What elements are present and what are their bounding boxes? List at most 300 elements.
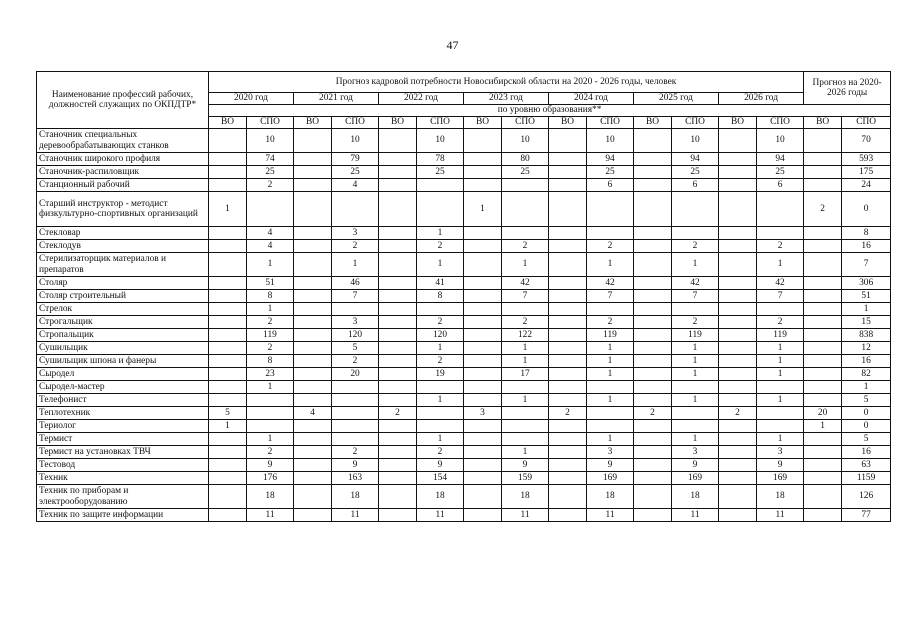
spo-value: 1 bbox=[502, 446, 549, 459]
spo-value: 8 bbox=[247, 290, 294, 303]
vo-value bbox=[719, 179, 757, 192]
spo-value: 7 bbox=[757, 290, 804, 303]
vo-value bbox=[549, 446, 587, 459]
spo-value: 7 bbox=[842, 253, 891, 277]
vo-value bbox=[464, 253, 502, 277]
spo-value: 9 bbox=[587, 459, 634, 472]
spo-value: 5 bbox=[332, 342, 379, 355]
vo-value bbox=[464, 329, 502, 342]
vo-value bbox=[209, 227, 247, 240]
vo-value bbox=[209, 316, 247, 329]
vo-header: ВО bbox=[464, 117, 502, 129]
vo-value bbox=[719, 253, 757, 277]
vo-value bbox=[719, 485, 757, 509]
spo-value bbox=[672, 192, 719, 227]
vo-value bbox=[379, 394, 417, 407]
spo-value: 175 bbox=[842, 166, 891, 179]
spo-value: 593 bbox=[842, 153, 891, 166]
vo-value bbox=[294, 240, 332, 253]
spo-header: СПО bbox=[247, 117, 294, 129]
vo-value bbox=[209, 166, 247, 179]
spo-value: 169 bbox=[587, 472, 634, 485]
vo-value bbox=[634, 179, 672, 192]
spo-value: 838 bbox=[842, 329, 891, 342]
spo-value: 25 bbox=[757, 166, 804, 179]
vo-value bbox=[379, 420, 417, 433]
spo-value: 154 bbox=[417, 472, 464, 485]
spo-value: 25 bbox=[672, 166, 719, 179]
spo-value: 11 bbox=[502, 509, 549, 522]
vo-value bbox=[549, 179, 587, 192]
vo-value bbox=[379, 381, 417, 394]
vo-value bbox=[549, 459, 587, 472]
vo-value bbox=[464, 472, 502, 485]
vo-value bbox=[549, 153, 587, 166]
spo-value: 74 bbox=[247, 153, 294, 166]
spo-value bbox=[672, 227, 719, 240]
spo-value: 169 bbox=[672, 472, 719, 485]
table-row bbox=[37, 329, 891, 342]
vo-value bbox=[464, 368, 502, 381]
spo-value: 2 bbox=[332, 355, 379, 368]
spo-value: 51 bbox=[247, 277, 294, 290]
vo-header: ВО bbox=[209, 117, 247, 129]
spo-value: 3 bbox=[672, 446, 719, 459]
vo-header: ВО bbox=[719, 117, 757, 129]
spo-header: СПО bbox=[417, 117, 464, 129]
vo-value bbox=[294, 179, 332, 192]
vo-header: ВО bbox=[294, 117, 332, 129]
spo-header: СПО bbox=[332, 117, 379, 129]
vo-value bbox=[209, 179, 247, 192]
spo-value: 15 bbox=[842, 316, 891, 329]
spo-value: 8 bbox=[417, 290, 464, 303]
vo-value bbox=[294, 342, 332, 355]
spo-value: 4 bbox=[247, 227, 294, 240]
vo-value bbox=[464, 129, 502, 153]
spo-header: СПО bbox=[672, 117, 719, 129]
spo-value: 306 bbox=[842, 277, 891, 290]
spo-value: 46 bbox=[332, 277, 379, 290]
spo-value: 7 bbox=[332, 290, 379, 303]
year-header: 2026 год bbox=[719, 93, 804, 105]
vo-value bbox=[379, 485, 417, 509]
vo-value bbox=[549, 192, 587, 227]
vo-value bbox=[549, 277, 587, 290]
vo-value bbox=[804, 433, 842, 446]
spo-value: 176 bbox=[247, 472, 294, 485]
vo-value bbox=[549, 253, 587, 277]
spo-value bbox=[502, 179, 549, 192]
vo-value bbox=[379, 179, 417, 192]
vo-value bbox=[719, 166, 757, 179]
spo-value: 7 bbox=[587, 290, 634, 303]
spo-value bbox=[672, 381, 719, 394]
spo-value: 41 bbox=[417, 277, 464, 290]
spo-value bbox=[502, 433, 549, 446]
spo-value: 1 bbox=[757, 433, 804, 446]
vo-value bbox=[719, 446, 757, 459]
table-row bbox=[37, 342, 891, 355]
vo-value bbox=[464, 446, 502, 459]
vo-value bbox=[634, 355, 672, 368]
vo-value bbox=[804, 381, 842, 394]
spo-value: 119 bbox=[757, 329, 804, 342]
spo-value: 2 bbox=[672, 240, 719, 253]
spo-value: 1 bbox=[587, 342, 634, 355]
table-header bbox=[37, 72, 891, 129]
vo-value bbox=[379, 129, 417, 153]
vo-value bbox=[634, 342, 672, 355]
table-row bbox=[37, 240, 891, 253]
spo-value: 9 bbox=[502, 459, 549, 472]
vo-value bbox=[294, 316, 332, 329]
vo-value bbox=[804, 179, 842, 192]
vo-value bbox=[209, 240, 247, 253]
spo-value bbox=[417, 192, 464, 227]
spo-value: 79 bbox=[332, 153, 379, 166]
spo-value: 9 bbox=[757, 459, 804, 472]
spo-value: 24 bbox=[842, 179, 891, 192]
vo-value bbox=[209, 277, 247, 290]
vo-value bbox=[719, 277, 757, 290]
spo-value: 51 bbox=[842, 290, 891, 303]
spo-value bbox=[502, 420, 549, 433]
vo-value bbox=[379, 253, 417, 277]
vo-value bbox=[294, 433, 332, 446]
spo-value: 2 bbox=[502, 240, 549, 253]
spo-value: 2 bbox=[332, 240, 379, 253]
vo-value bbox=[464, 420, 502, 433]
spo-value bbox=[757, 420, 804, 433]
vo-value bbox=[634, 253, 672, 277]
vo-value bbox=[464, 459, 502, 472]
vo-value bbox=[464, 509, 502, 522]
table-row bbox=[37, 303, 891, 316]
spo-value bbox=[417, 381, 464, 394]
vo-value bbox=[379, 342, 417, 355]
spo-value: 8 bbox=[247, 355, 294, 368]
spo-value bbox=[672, 420, 719, 433]
vo-value bbox=[719, 329, 757, 342]
spo-value bbox=[247, 394, 294, 407]
spo-value: 1 bbox=[587, 253, 634, 277]
vo-value bbox=[804, 355, 842, 368]
vo-value bbox=[464, 240, 502, 253]
vo-value bbox=[549, 129, 587, 153]
spo-value bbox=[587, 303, 634, 316]
spo-value: 25 bbox=[587, 166, 634, 179]
vo-value bbox=[464, 355, 502, 368]
vo-value bbox=[634, 153, 672, 166]
vo-value: 20 bbox=[804, 407, 842, 420]
spo-value bbox=[587, 407, 634, 420]
spo-value: 10 bbox=[332, 129, 379, 153]
spo-value: 1 bbox=[417, 394, 464, 407]
spo-value: 1 bbox=[757, 368, 804, 381]
table-row bbox=[37, 381, 891, 394]
vo-value bbox=[464, 342, 502, 355]
spo-value: 2 bbox=[247, 446, 294, 459]
vo-value bbox=[294, 303, 332, 316]
vo-value bbox=[209, 329, 247, 342]
spo-value: 11 bbox=[417, 509, 464, 522]
vo-value bbox=[464, 316, 502, 329]
spo-value: 20 bbox=[332, 368, 379, 381]
vo-value bbox=[804, 472, 842, 485]
table-row bbox=[37, 368, 891, 381]
vo-value bbox=[804, 368, 842, 381]
spo-value: 11 bbox=[332, 509, 379, 522]
vo-value bbox=[294, 394, 332, 407]
vo-value bbox=[804, 227, 842, 240]
spo-value: 2 bbox=[672, 316, 719, 329]
year-header: 2022 год bbox=[379, 93, 464, 105]
vo-value bbox=[804, 303, 842, 316]
vo-value bbox=[634, 192, 672, 227]
profession-name: Столяр bbox=[37, 277, 209, 290]
vo-value bbox=[464, 394, 502, 407]
spo-value: 1 bbox=[417, 227, 464, 240]
spo-value: 1 bbox=[842, 303, 891, 316]
table-row bbox=[37, 290, 891, 303]
spo-value: 18 bbox=[502, 485, 549, 509]
vo-value bbox=[719, 192, 757, 227]
vo-value bbox=[549, 368, 587, 381]
profession-name: Термист bbox=[37, 433, 209, 446]
profession-name: Телефонист bbox=[37, 394, 209, 407]
vo-header: ВО bbox=[379, 117, 417, 129]
spo-value: 16 bbox=[842, 355, 891, 368]
vo-value bbox=[294, 253, 332, 277]
vo-value bbox=[464, 303, 502, 316]
spo-value: 18 bbox=[672, 485, 719, 509]
spo-value: 2 bbox=[247, 342, 294, 355]
vo-value: 1 bbox=[209, 420, 247, 433]
profession-column-header: Наименование профессий рабочих, должностей служащих по ОКПДТР* bbox=[37, 72, 209, 129]
vo-value bbox=[294, 485, 332, 509]
spo-value: 18 bbox=[757, 485, 804, 509]
spo-value: 1 bbox=[672, 253, 719, 277]
vo-value bbox=[719, 303, 757, 316]
vo-value bbox=[634, 459, 672, 472]
vo-value bbox=[209, 153, 247, 166]
spo-value: 1 bbox=[587, 368, 634, 381]
vo-value bbox=[719, 420, 757, 433]
table-row bbox=[37, 253, 891, 277]
spo-value: 0 bbox=[842, 420, 891, 433]
spo-value: 2 bbox=[757, 240, 804, 253]
spo-header: СПО bbox=[587, 117, 634, 129]
spo-value: 6 bbox=[672, 179, 719, 192]
spo-value: 119 bbox=[247, 329, 294, 342]
spo-value: 78 bbox=[417, 153, 464, 166]
vo-value bbox=[804, 153, 842, 166]
spo-value bbox=[757, 407, 804, 420]
profession-name: Сыродел bbox=[37, 368, 209, 381]
spo-value: 2 bbox=[417, 355, 464, 368]
spo-value: 1 bbox=[757, 342, 804, 355]
vo-value bbox=[549, 433, 587, 446]
vo-value bbox=[294, 277, 332, 290]
vo-value bbox=[634, 277, 672, 290]
spo-value: 25 bbox=[332, 166, 379, 179]
vo-value bbox=[719, 316, 757, 329]
vo-value bbox=[464, 485, 502, 509]
spo-value: 18 bbox=[417, 485, 464, 509]
spo-value bbox=[247, 407, 294, 420]
vo-value bbox=[719, 290, 757, 303]
vo-value bbox=[549, 381, 587, 394]
spo-value bbox=[247, 192, 294, 227]
spo-value: 10 bbox=[417, 129, 464, 153]
page-number: 47 bbox=[446, 38, 459, 52]
spo-value: 1 bbox=[587, 355, 634, 368]
vo-value bbox=[634, 368, 672, 381]
vo-header: ВО bbox=[634, 117, 672, 129]
spo-value: 25 bbox=[417, 166, 464, 179]
spo-value: 5 bbox=[842, 433, 891, 446]
spo-value: 3 bbox=[757, 446, 804, 459]
spo-value: 1 bbox=[842, 381, 891, 394]
profession-name: Техник bbox=[37, 472, 209, 485]
vo-value bbox=[804, 329, 842, 342]
vo-value bbox=[719, 459, 757, 472]
vo-value bbox=[634, 485, 672, 509]
spo-value: 10 bbox=[587, 129, 634, 153]
profession-name: Строгальщик bbox=[37, 316, 209, 329]
vo-value bbox=[719, 153, 757, 166]
vo-value bbox=[804, 316, 842, 329]
spo-value: 25 bbox=[247, 166, 294, 179]
spo-value: 122 bbox=[502, 329, 549, 342]
spo-value: 18 bbox=[247, 485, 294, 509]
spo-value: 10 bbox=[502, 129, 549, 153]
spo-value bbox=[502, 407, 549, 420]
education-level-header: по уровню образования** bbox=[209, 105, 891, 117]
vo-value bbox=[634, 381, 672, 394]
vo-value bbox=[634, 329, 672, 342]
vo-value bbox=[719, 433, 757, 446]
spo-value: 1 bbox=[672, 355, 719, 368]
spo-value: 18 bbox=[332, 485, 379, 509]
spo-value: 9 bbox=[332, 459, 379, 472]
profession-name: Стропальщик bbox=[37, 329, 209, 342]
spo-value: 1 bbox=[417, 433, 464, 446]
vo-value bbox=[379, 277, 417, 290]
spo-value: 1 bbox=[417, 342, 464, 355]
vo-value bbox=[549, 355, 587, 368]
vo-value bbox=[464, 166, 502, 179]
spo-value: 2 bbox=[587, 316, 634, 329]
vo-value bbox=[209, 381, 247, 394]
spo-value: 2 bbox=[247, 316, 294, 329]
vo-value bbox=[719, 240, 757, 253]
vo-value bbox=[634, 240, 672, 253]
vo-value bbox=[209, 509, 247, 522]
vo-value: 5 bbox=[209, 407, 247, 420]
table-row bbox=[37, 179, 891, 192]
vo-value bbox=[719, 368, 757, 381]
spo-value bbox=[332, 303, 379, 316]
spo-header: СПО bbox=[502, 117, 549, 129]
spo-value: 0 bbox=[842, 192, 891, 227]
vo-value: 2 bbox=[804, 192, 842, 227]
profession-name: Териолог bbox=[37, 420, 209, 433]
spo-value: 3 bbox=[587, 446, 634, 459]
vo-value bbox=[379, 329, 417, 342]
spo-value: 5 bbox=[842, 394, 891, 407]
vo-value bbox=[549, 472, 587, 485]
spo-value: 159 bbox=[502, 472, 549, 485]
spo-value bbox=[672, 407, 719, 420]
vo-value bbox=[549, 342, 587, 355]
spo-value bbox=[757, 227, 804, 240]
vo-value bbox=[464, 433, 502, 446]
vo-value bbox=[549, 485, 587, 509]
profession-name: Стеклодув bbox=[37, 240, 209, 253]
vo-value bbox=[294, 446, 332, 459]
spo-value: 77 bbox=[842, 509, 891, 522]
vo-value bbox=[379, 192, 417, 227]
vo-value bbox=[209, 485, 247, 509]
vo-value bbox=[294, 329, 332, 342]
spo-value bbox=[417, 407, 464, 420]
vo-value bbox=[634, 129, 672, 153]
vo-value bbox=[634, 290, 672, 303]
vo-value bbox=[719, 342, 757, 355]
vo-value bbox=[294, 509, 332, 522]
vo-value bbox=[209, 303, 247, 316]
spo-value bbox=[332, 420, 379, 433]
table-row bbox=[37, 485, 891, 509]
vo-value bbox=[549, 394, 587, 407]
spo-value: 42 bbox=[502, 277, 549, 290]
vo-value bbox=[294, 381, 332, 394]
spo-value: 7 bbox=[672, 290, 719, 303]
spo-value: 2 bbox=[417, 446, 464, 459]
vo-value bbox=[464, 290, 502, 303]
vo-value bbox=[379, 472, 417, 485]
spo-value bbox=[757, 381, 804, 394]
spo-value: 63 bbox=[842, 459, 891, 472]
vo-value bbox=[379, 303, 417, 316]
spo-header: СПО bbox=[842, 117, 891, 129]
spo-value: 1 bbox=[672, 394, 719, 407]
spo-value: 120 bbox=[417, 329, 464, 342]
spo-value bbox=[502, 303, 549, 316]
spo-value: 82 bbox=[842, 368, 891, 381]
table-row bbox=[37, 277, 891, 290]
table-row bbox=[37, 129, 891, 153]
vo-value bbox=[719, 227, 757, 240]
spo-value: 1 bbox=[672, 433, 719, 446]
vo-value bbox=[209, 394, 247, 407]
table-row bbox=[37, 420, 891, 433]
spo-value bbox=[587, 227, 634, 240]
spo-value: 119 bbox=[587, 329, 634, 342]
total-forecast-header: Прогноз на 2020-2026 годы bbox=[804, 72, 891, 105]
vo-value bbox=[719, 472, 757, 485]
vo-value bbox=[804, 166, 842, 179]
spo-value: 42 bbox=[587, 277, 634, 290]
vo-value bbox=[804, 290, 842, 303]
vo-value bbox=[209, 342, 247, 355]
spo-value: 8 bbox=[842, 227, 891, 240]
table-row bbox=[37, 509, 891, 522]
vo-value bbox=[719, 381, 757, 394]
spo-value: 12 bbox=[842, 342, 891, 355]
